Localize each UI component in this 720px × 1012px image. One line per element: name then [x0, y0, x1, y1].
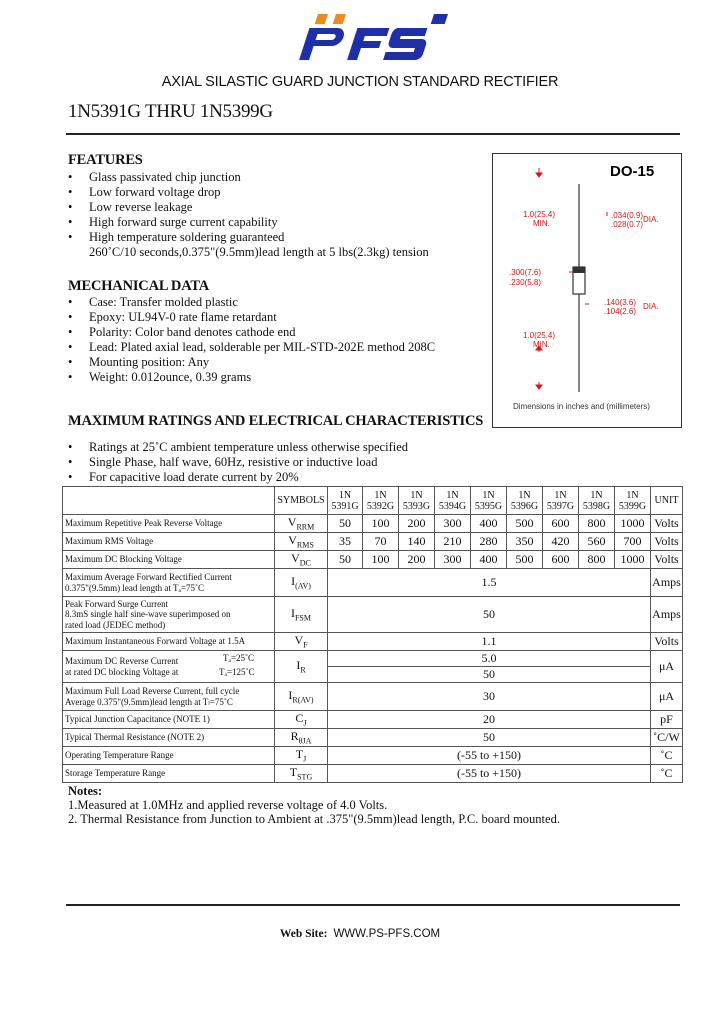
table-row [63, 765, 683, 783]
website-label: Web Site: [279, 928, 328, 940]
value-cell: 50 [328, 667, 651, 683]
body-dia-min-label: .104(2.6) [604, 307, 637, 316]
pfs-logo [296, 14, 468, 64]
body-dia-max-label: .140(3.6) [604, 298, 637, 307]
symbol-cell: $T_J$ [275, 747, 328, 765]
lead-dia-min-label: .028(0.7) [611, 220, 644, 229]
list-item: • Single Phase, half wave, 60Hz, resistive or inductive load [68, 455, 378, 469]
value-cell: (-55 to +150) [328, 765, 651, 783]
unit-cell: Amps [651, 597, 683, 633]
lead-dia-label: DIA. [643, 215, 659, 224]
table-row [63, 651, 683, 667]
value-cell: 700 [615, 533, 651, 551]
symbol-cell: $T_{STG}$ [275, 765, 328, 783]
value-cell: 70 [363, 533, 399, 551]
parameter-cell: Typical Thermal Resistance (NOTE 2) [63, 729, 275, 747]
table-row [63, 683, 683, 711]
value-cell: 50 [328, 515, 363, 533]
website-link[interactable]: WWW.PS-PFS.COM [333, 928, 441, 940]
value-cell: 1000 [615, 551, 651, 569]
mechanical-list [68, 295, 435, 385]
value-cell: 420 [543, 533, 579, 551]
header-divider [66, 133, 680, 135]
parameter-cell: Maximum Full Load Reverse Current, full cycle Average 0.375"(9.5mm)lead length at Tₗ=75˚C [63, 683, 275, 711]
value-cell: 600 [543, 551, 579, 569]
value-cell: 560 [579, 533, 615, 551]
value-cell: 600 [543, 515, 579, 533]
value-cell: 100 [363, 551, 399, 569]
value-cell: 100 [363, 515, 399, 533]
value-cell: (-55 to +150) [328, 747, 651, 765]
list-item: • Polarity: Color band denotes cathode end [68, 325, 296, 339]
list-item: • High forward surge current capability [68, 215, 278, 229]
device-header: 1N 5393G [399, 487, 435, 515]
table-row [63, 747, 683, 765]
parameter-cell: Operating Temperature Range [63, 747, 275, 765]
mechanical-heading: MECHANICAL DATA [68, 278, 210, 294]
dimensions-caption: Dimensions in inches and (millimeters) [513, 402, 650, 411]
symbol-cell: $V_{DC}$ [275, 551, 328, 569]
value-cell: 280 [471, 533, 507, 551]
parameter-cell: Typical Junction Capacitance (NOTE 1) [63, 711, 275, 729]
value-cell: 300 [435, 515, 471, 533]
part-range-title: 1N5391G THRU 1N5399G [68, 101, 273, 122]
unit-cell: ˚C/W [651, 729, 683, 747]
value-cell: 300 [435, 551, 471, 569]
device-header: 1N 5396G [507, 487, 543, 515]
device-header: 1N 5392G [363, 487, 399, 515]
lead-length-label: 1.0(25.4) [523, 210, 556, 219]
symbol-cell: $V_{RMS}$ [275, 533, 328, 551]
features-heading: FEATURES [68, 152, 143, 168]
document-subtitle: AXIAL SILASTIC GUARD JUNCTION STANDARD RECTIFIER [161, 74, 559, 90]
list-item: • Lead: Plated axial lead, solderable per MIL-STD-202E method 208C [68, 340, 436, 354]
list-item: • Epoxy: UL94V-0 rate flame retardant [68, 310, 277, 324]
value-cell: 400 [471, 551, 507, 569]
unit-cell: Volts [651, 551, 683, 569]
features-list [68, 170, 429, 260]
parameter-cell: Maximum Instantaneous Forward Voltage at 1.5A [63, 633, 275, 651]
table-row [63, 569, 683, 597]
lead-length-min-label-2: MIN. [533, 340, 550, 349]
value-cell: 200 [399, 515, 435, 533]
unit-cell: ˚C [651, 747, 683, 765]
unit-cell: Amps [651, 569, 683, 597]
value-cell: 400 [471, 515, 507, 533]
ratings-heading: MAXIMUM RATINGS AND ELECTRICAL CHARACTERISTICS [68, 413, 484, 429]
unit-cell: ˚C [651, 765, 683, 783]
value-cell: 50 [328, 597, 651, 633]
body-length-min-label: .230(5.8) [509, 278, 542, 287]
table-row [63, 533, 683, 551]
symbol-cell: $I_{FSM}$ [275, 597, 328, 633]
package-name: DO-15 [610, 163, 655, 180]
unit-cell: Volts [651, 633, 683, 651]
list-item: • Low forward voltage drop [68, 185, 221, 199]
table-row [63, 597, 683, 633]
symbol-cell: $I_{R(AV)}$ [275, 683, 328, 711]
condition-label: Tₐ=25˚C [223, 653, 255, 663]
unit-cell: Volts [651, 533, 683, 551]
list-item: • Ratings at 25˚C ambient temperature unless otherwise specified [68, 440, 409, 454]
body-length-max-label: .300(7.6) [509, 268, 542, 277]
value-cell: 1.5 [328, 569, 651, 597]
value-cell: 1000 [615, 515, 651, 533]
note-2: 2. Thermal Resistance from Junction to Ambient at .375"(9.5mm)lead length, P.C. board mounted. [68, 812, 560, 826]
table-header-blank [63, 487, 275, 515]
parameter-cell: Maximum DC Reverse Current at rated DC blocking Voltage at Tₐ=25˚C Tₐ=125˚C [63, 651, 275, 683]
parameter-cell: Peak Forward Surge Current 8.3mS single half sine-wave superimposed on rated load (JEDEC method) [63, 597, 275, 633]
device-header: 1N 5399G [615, 487, 651, 515]
parameter-cell: Maximum Repetitive Peak Reverse Voltage [63, 515, 275, 533]
ratings-list [68, 440, 408, 485]
table-row [63, 551, 683, 569]
device-header: 1N 5398G [579, 487, 615, 515]
list-item: • Weight: 0.012ounce, 0.39 grams [68, 370, 252, 384]
device-header: 1N 5394G [435, 487, 471, 515]
footer-divider [66, 904, 680, 906]
value-cell: 800 [579, 515, 615, 533]
condition-label: Tₐ=125˚C [219, 667, 255, 677]
parameter-cell: Maximum Average Forward Rectified Current 0.375"(9.5mm) lead length at Tₐ=75˚C [63, 569, 275, 597]
website-line [0, 928, 720, 940]
value-cell: 5.0 [328, 651, 651, 667]
table-row [63, 515, 683, 533]
value-cell: 200 [399, 551, 435, 569]
value-cell: 35 [328, 533, 363, 551]
note-1: 1.Measured at 1.0MHz and applied reverse voltage of 4.0 Volts. [68, 798, 388, 812]
list-item: • Low reverse leakage [68, 200, 193, 214]
lead-length-label-2: 1.0(25.4) [523, 331, 556, 340]
body-dia-label: DIA. [643, 302, 659, 311]
symbol-cell: $I_R$ [275, 651, 328, 683]
table-row [63, 729, 683, 747]
parameter-cell: Storage Temperature Range [63, 765, 275, 783]
lead-dia-max-label: .034(0.9) [611, 211, 644, 220]
value-cell: 350 [507, 533, 543, 551]
parameter-cell: Maximum DC Blocking Voltage [63, 551, 275, 569]
value-cell: 50 [328, 551, 363, 569]
table-row [63, 711, 683, 729]
device-header: 1N 5391G [328, 487, 363, 515]
value-cell: 210 [435, 533, 471, 551]
value-cell: 800 [579, 551, 615, 569]
unit-header: UNIT [651, 487, 683, 515]
list-item: • Glass passivated chip junction [68, 170, 241, 184]
list-item: • High temperature soldering guaranteed [68, 230, 285, 244]
ratings-table [62, 486, 683, 783]
unit-cell: μA [651, 683, 683, 711]
value-cell: 500 [507, 551, 543, 569]
list-item: • Mounting position: Any [68, 355, 210, 369]
parameter-cell: Maximum RMS Voltage [63, 533, 275, 551]
list-item-continuation: 260˚C/10 seconds,0.375"(9.5mm)lead length at 5 lbs(2.3kg) tension [89, 245, 429, 259]
unit-cell: Volts [651, 515, 683, 533]
lead-length-min-label: MIN. [533, 219, 550, 228]
value-cell: 140 [399, 533, 435, 551]
symbol-cell: $V_F$ [275, 633, 328, 651]
value-cell: 1.1 [328, 633, 651, 651]
table-row [63, 633, 683, 651]
value-cell: 20 [328, 711, 651, 729]
list-item: • Case: Transfer molded plastic [68, 295, 238, 309]
unit-cell: μA [651, 651, 683, 683]
do15-package-drawing [493, 154, 681, 427]
symbol-cell: $I_{(AV)}$ [275, 569, 328, 597]
value-cell: 30 [328, 683, 651, 711]
value-cell: 50 [328, 729, 651, 747]
symbol-cell: $C_J$ [275, 711, 328, 729]
unit-cell: pF [651, 711, 683, 729]
symbol-cell: $R_{\theta JA}$ [275, 729, 328, 747]
device-header: 1N 5397G [543, 487, 579, 515]
value-cell: 500 [507, 515, 543, 533]
symbol-cell: $V_{RRM}$ [275, 515, 328, 533]
device-header: 1N 5395G [471, 487, 507, 515]
list-item: • For capacitive load derate current by 20% [68, 470, 299, 484]
symbols-header: SYMBOLS [275, 487, 328, 515]
notes-heading: Notes: [68, 784, 103, 798]
